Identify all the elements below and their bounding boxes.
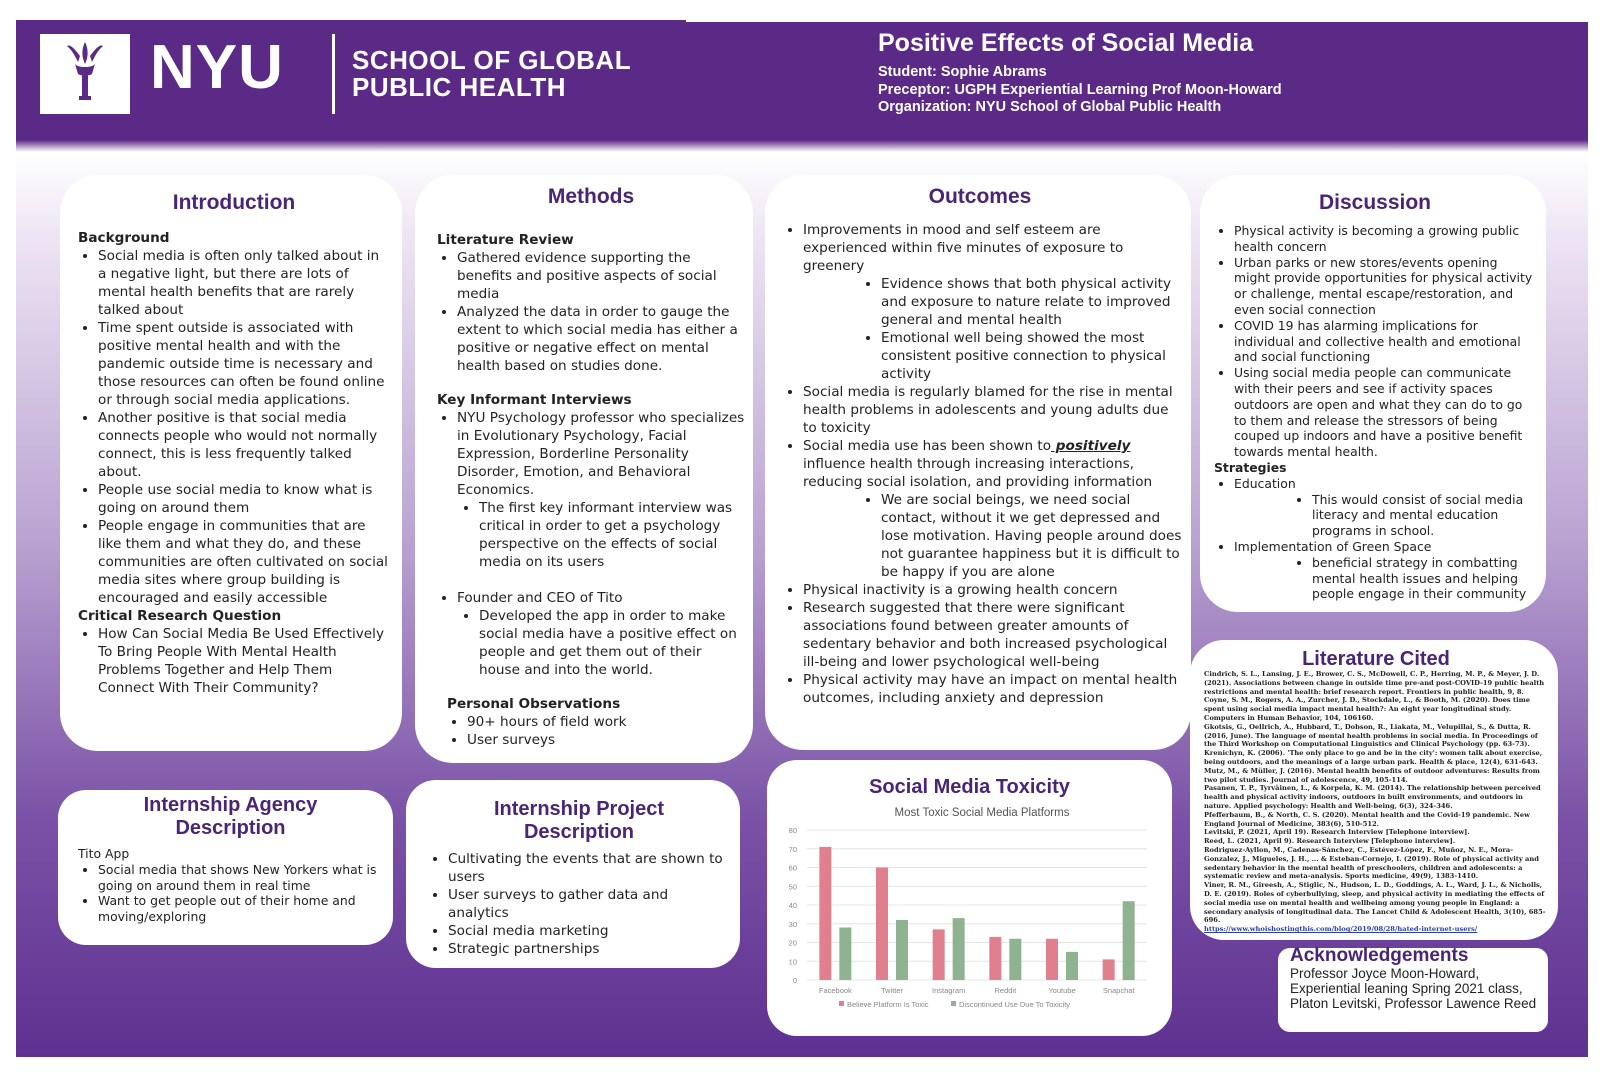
school-name bbox=[352, 47, 631, 101]
list-item: • Want to get people out of their home and moving/exploring bbox=[98, 893, 383, 925]
x-tick-label: Snapchat bbox=[1102, 986, 1135, 995]
list-item: • Social media is regularly blamed for the rise in mental health problems in adolescents and young adults due to toxicity bbox=[803, 383, 1183, 437]
observations-label: Personal Observations bbox=[447, 696, 621, 712]
reference-item: Reed, L. (2021, April 9). Research Interview [Telephone interview]. bbox=[1204, 837, 1456, 846]
x-tick-label: Instagram bbox=[931, 986, 966, 995]
reference-item: Cindrich, S. L., Lansing, J. E., Brower, C. S., McDowell, C. P., Herring, M. P., & Meyer, J. D. (2021). Associations between change in outside time pre-and post-COVID-19 public health restrictions and mental health: brief research report. Frontiers in public health, 9, 8. bbox=[1204, 670, 1545, 696]
discussion-list bbox=[1214, 223, 1536, 460]
legend-label: Discontinued Use Due To Toxicity bbox=[959, 1000, 1071, 1009]
legend-swatch bbox=[951, 1001, 956, 1006]
list-item: • beneficial strategy in combatting mental health issues and helping people engage in their community bbox=[1312, 555, 1536, 602]
list-item: • Emotional well being showed the most consistent positive connection to physical activity bbox=[881, 329, 1183, 383]
agency-heading-line1: Internship Agency bbox=[143, 794, 318, 816]
bar-facebook-toxic bbox=[819, 847, 831, 980]
bar-youtube-discontinued bbox=[1066, 952, 1078, 980]
reference-item: Levitski, P. (2021, April 19). Research Interview [Telephone interview]. bbox=[1204, 828, 1470, 837]
outcomes-card bbox=[765, 175, 1191, 750]
list-item bbox=[803, 437, 1183, 491]
literature-card bbox=[1190, 640, 1558, 940]
list-item: • User surveys to gather data and analytics bbox=[448, 886, 730, 922]
reference-item: Mutz, M., & Müller, J. (2016). Mental health benefits of outdoor adventures: Results from two pilot studies. Journal of adolescence, 49, 105-114. bbox=[1204, 766, 1540, 784]
bar-snapchat-toxic bbox=[1103, 959, 1115, 980]
reference-item: Pfefferbaum, B., & North, C. S. (2020). Mental health and the Covid-19 pandemic. New England Journal of Medicine, 383(6), 510-512. bbox=[1204, 810, 1530, 828]
methods-heading: Methods bbox=[547, 185, 635, 208]
list-item: • Social media is often only talked about in a negative light, but there are lots of mental health benefits that are rarely talked about bbox=[98, 247, 390, 319]
y-tick-label: 20 bbox=[788, 938, 797, 948]
bar-reddit-discontinued bbox=[1009, 939, 1021, 980]
reference-link[interactable]: https://www.whoishostingthis.com/blog/2019/08/28/hated-internet-users/ bbox=[1204, 925, 1478, 934]
observations-list bbox=[437, 713, 745, 749]
project-list bbox=[428, 850, 730, 958]
positively-emphasis: positively bbox=[1051, 438, 1131, 454]
list-item: • People engage in communities that are like them and what they do, and these communities are often cultivated on social media sites where group building is encouraged and easily accessible bbox=[98, 517, 390, 607]
project-heading-line2: Description bbox=[523, 821, 635, 843]
torch-icon bbox=[40, 34, 130, 114]
outcome-text: Social media use has been shown to bbox=[803, 438, 1052, 454]
methods-card bbox=[415, 175, 753, 763]
nyu-wordmark: NYU bbox=[150, 33, 284, 102]
organization-line: Organization: NYU School of Global Public Health bbox=[878, 99, 1222, 115]
project-heading bbox=[428, 798, 730, 844]
background-list bbox=[78, 247, 390, 607]
bar-twitter-discontinued bbox=[896, 920, 908, 980]
project-heading-line1: Internship Project bbox=[493, 798, 665, 820]
list-item: • COVID 19 has alarming implications for individual and collective health and emotional and social functioning bbox=[1234, 318, 1536, 365]
list-item: • Time spent outside is associated with positive mental health and with the pandemic outside time is necessary and those resources can often be found online or through social media applications. bbox=[98, 319, 390, 409]
introduction-card bbox=[60, 175, 402, 751]
outcomes-list-3 bbox=[777, 581, 1183, 707]
x-tick-label: Twitter bbox=[880, 986, 904, 995]
x-tick-label: Reddit bbox=[994, 986, 1017, 995]
y-tick-label: 40 bbox=[788, 901, 797, 910]
literature-review-label: Literature Review bbox=[437, 232, 574, 248]
outcomes-sub-list-2 bbox=[777, 491, 1183, 581]
outcome-text: influence health through increasing interactions, reducing social isolation, and providing information bbox=[803, 456, 1153, 490]
legend-label: Believe Platform Is Toxic bbox=[847, 1000, 929, 1009]
bar-instagram-toxic bbox=[933, 929, 945, 980]
list-item: • Physical inactivity is a growing health concern bbox=[803, 581, 1183, 599]
nyu-torch-logo bbox=[40, 34, 130, 114]
list-item: • NYU Psychology professor who specializes in Evolutionary Psychology, Facial Expression, Borderline Personality Disorder, Emotion, and Behavioral Economics. bbox=[457, 409, 745, 499]
agency-name: Tito App bbox=[78, 846, 130, 861]
strategies-list bbox=[1214, 476, 1536, 492]
bar-snapchat-discontinued bbox=[1123, 901, 1135, 980]
acknowledgements-heading: Acknowledgements bbox=[1290, 945, 1469, 966]
y-tick-label: 60 bbox=[788, 863, 797, 873]
list-item: • Education bbox=[1234, 476, 1536, 492]
outcomes-sub-list bbox=[777, 275, 1183, 383]
agency-heading bbox=[78, 794, 383, 840]
header-divider bbox=[332, 34, 335, 114]
bar-facebook-discontinued bbox=[839, 928, 851, 981]
list-item: • Research suggested that there were significant associations found between greater amounts of sedentary behavior and both increased psychological ill-being and lower psychological well-being bbox=[803, 599, 1183, 671]
bar-reddit-toxic bbox=[989, 937, 1001, 980]
outcomes-list bbox=[777, 221, 1183, 275]
legend-swatch bbox=[839, 1001, 844, 1006]
list-item: • Analyzed the data in order to gauge the extent to which social media has either a positive or negative effect on mental health based on studies done. bbox=[457, 303, 745, 375]
list-item: • Founder and CEO of Tito bbox=[457, 589, 745, 607]
project-card bbox=[406, 780, 740, 968]
acknowledgements-card bbox=[1278, 945, 1548, 1032]
poster-meta bbox=[878, 64, 1282, 117]
research-question-label: Critical Research Question bbox=[78, 608, 282, 624]
list-item: • Using social media people can communicate with their peers and see if activity spaces outdoors are open and what they can do to go to them and release the stressors of being couped up indoors and have a positive benefit towards mental health. bbox=[1234, 365, 1536, 460]
reference-item: Pasanen, T. P., Tyrväinen, L., & Korpela, K. M. (2014). The relationship between perceived health and physical activity indoors, outdoors in built environments, and outdoors in nature. Applied psychology: Health and Well-being, 6(3), 324-346. bbox=[1204, 784, 1541, 810]
interviews-sub-list-2 bbox=[437, 607, 745, 679]
list-item: • We are social beings, we need social contact, without it we get depressed and lose motivation. Having people around does not guarantee happiness but it is difficult to be happy if you are alone bbox=[881, 491, 1183, 581]
strategies-sub-list bbox=[1214, 492, 1536, 539]
interviews-sub-list bbox=[437, 499, 745, 571]
reference-item: Gkotsis, G., Oellrich, A., Hubbard, T., Dobson, R., Liakata, M., Velupillai, S., & Dutta, R. (2016, June). The language of mental health problems in social media. In Proceedings of the Third Workshop on Computational Linguistics and Clinical Psychology (pp. 63-73). bbox=[1204, 722, 1538, 749]
reference-item: Viner, R. M., Gireesh, A., Stiglic, N., Hudson, L. D., Goddings, A. L., Ward, J. L., & Nicholls, D. E. (2019). Roles of cyberbullying, sleep, and physical activity in mediating the effects of social media use on mental health and wellbeing among young people in England: a secondary analysis of longitudinal data. The Lancet Child & Adolescent Health, 3(10), 685-696. bbox=[1204, 881, 1546, 925]
x-tick-label: Facebook bbox=[818, 986, 852, 995]
list-item: • Physical activity is becoming a growing public health concern bbox=[1234, 223, 1536, 255]
school-name-line2: PUBLIC HEALTH bbox=[352, 72, 567, 102]
introduction-heading: Introduction bbox=[172, 191, 296, 214]
bar-twitter-toxic bbox=[876, 868, 888, 981]
list-item: • Implementation of Green Space bbox=[1234, 539, 1536, 555]
toxicity-heading: Social Media Toxicity bbox=[869, 776, 1070, 798]
acknowledgements-text: Professor Joyce Moon-Howard, Experiential leaning Spring 2021 class, Platon Levitski, Professor Lawence Reed bbox=[1290, 966, 1537, 1011]
poster-title: Positive Effects of Social Media bbox=[878, 29, 1254, 57]
reference-list bbox=[1204, 670, 1548, 934]
list-item: • 90+ hours of field work bbox=[467, 713, 745, 731]
y-tick-label: 70 bbox=[788, 844, 797, 854]
reference-item: Rodriguez-Ayllon, M., Cadenas-Sánchez, C., Estévez-López, F., Muñoz, N. E., Mora-Gonzalez, J., Migueles, J. H., ... & Esteban-Cornejo, I. (2019). Role of physical activity and sedentary behavior in the mental health of preschoolers, children and adolescents: a systematic review and meta-analysis. Sports medicine, 49(9), 1383-1410. bbox=[1204, 845, 1539, 881]
list-item: • Social media marketing bbox=[448, 922, 730, 940]
literature-review-list bbox=[437, 249, 745, 375]
bar-instagram-discontinued bbox=[953, 918, 965, 980]
list-item: • Cultivating the events that are shown to users bbox=[448, 850, 730, 886]
bar-youtube-toxic bbox=[1046, 939, 1058, 980]
y-tick-label: 30 bbox=[788, 919, 797, 929]
interviews-list bbox=[437, 409, 745, 499]
toxicity-card bbox=[767, 760, 1172, 1036]
y-tick-label: 10 bbox=[788, 957, 797, 967]
strategies-label: Strategies bbox=[1214, 459, 1287, 475]
discussion-heading: Discussion bbox=[1318, 191, 1432, 214]
interviews-label: Key Informant Interviews bbox=[437, 392, 632, 408]
agency-heading-line2: Description bbox=[175, 817, 286, 839]
student-line: Student: Sophie Abrams bbox=[878, 64, 1047, 80]
outcomes-heading: Outcomes bbox=[928, 185, 1032, 208]
list-item: • Another positive is that social media connects people who would not normally connect, this is less frequently talked about. bbox=[98, 409, 390, 481]
y-tick-label: 0 bbox=[792, 976, 797, 985]
preceptor-line: Preceptor: UGPH Experiential Learning Prof Moon-Howard bbox=[878, 81, 1282, 98]
reference-item: Coyne, S. M., Rogers, A. A., Zurcher, J. D., Stockdale, L., & Booth, M. (2020). Does time spent using social media impact mental health?: An eight year longitudinal study. Computers in Human Behavior, 104, 106160. bbox=[1204, 696, 1530, 722]
list-item: • This would consist of social media literacy and mental education programs in school. bbox=[1312, 492, 1536, 539]
background-label: Background bbox=[78, 230, 170, 246]
agency-card bbox=[58, 790, 393, 945]
list-item: • Social media that shows New Yorkers what is going on around them in real time bbox=[98, 862, 383, 894]
strategies-sub-list-2 bbox=[1214, 555, 1536, 602]
list-item: • Strategic partnerships bbox=[448, 940, 730, 958]
chart-title: Most Toxic Social Media Platforms bbox=[894, 807, 1070, 819]
research-question-list bbox=[78, 625, 390, 697]
list-item: • Improvements in mood and self esteem are experienced within five minutes of exposure to greenery bbox=[803, 221, 1183, 275]
strategies-list-2 bbox=[1214, 539, 1536, 555]
school-name-line1: SCHOOL OF GLOBAL bbox=[352, 45, 632, 75]
list-item: • Evidence shows that both physical activity and exposure to nature relate to improved general and mental health bbox=[881, 275, 1183, 329]
list-item: • User surveys bbox=[467, 731, 745, 749]
list-item: • How Can Social Media Be Used Effectively To Bring People With Mental Health Problems Together and Help Them Connect With Their Community? bbox=[98, 625, 390, 697]
reference-item: Krenichyn, K. (2006). 'The only place to go and be in the city': women talk about exercise, being outdoors, and the meanings of a large urban park. Health & place, 12(4), 631-643. bbox=[1204, 749, 1543, 766]
list-item: • Urban parks or new stores/events opening might provide opportunities for physical activity or challenge, mental escape/restoration, and even social connection bbox=[1234, 255, 1536, 318]
literature-heading: Literature Cited bbox=[1302, 648, 1450, 670]
y-tick-label: 50 bbox=[788, 882, 797, 892]
interviews-list-2 bbox=[437, 589, 745, 607]
list-item: • People use social media to know what is going on around them bbox=[98, 481, 390, 517]
list-item: • The first key informant interview was critical in order to get a psychology perspective on the effects of social media on its users bbox=[479, 499, 745, 571]
discussion-card bbox=[1200, 175, 1546, 612]
list-item: • Physical activity may have an impact on mental health outcomes, including anxiety and depression bbox=[803, 671, 1183, 707]
x-tick-label: Youtube bbox=[1048, 986, 1076, 995]
list-item: • Developed the app in order to make social media have a positive effect on people and get them out of their house and into the world. bbox=[479, 607, 745, 679]
toxicity-bar-chart bbox=[767, 804, 1172, 1034]
agency-list bbox=[78, 862, 383, 925]
y-tick-label: 80 bbox=[788, 826, 797, 835]
outcomes-list-2 bbox=[777, 383, 1183, 491]
list-item: • Gathered evidence supporting the benefits and positive aspects of social media bbox=[457, 249, 745, 303]
